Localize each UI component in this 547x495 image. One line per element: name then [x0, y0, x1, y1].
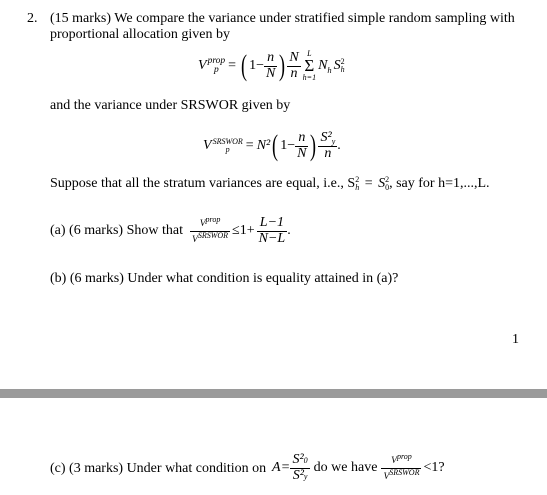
fraction-n-over-N: $\frac{n}{N}$	[297, 129, 307, 161]
superscript-srswor: SRSWOR	[212, 137, 243, 147]
assumption-line: Suppose that all the stratum variances are equal, i.e., S 2 h = S 2 0 , say for h=1,...,L.	[50, 175, 490, 192]
page-divider	[0, 389, 547, 398]
one-minus: 1−	[280, 138, 296, 153]
fraction-n-over-N: $\frac{n}{N}$	[265, 49, 276, 81]
equals-sign: =	[228, 58, 237, 73]
one-minus: 1−	[249, 58, 264, 73]
formula-prop-variance: V prop p = ( 1− $\frac{n}{N}$ ) $\frac{N}{n}$ L Σ h=1 N h S 2 h	[198, 49, 345, 83]
superscript-prop: prop	[207, 55, 226, 66]
formula-srswor-variance: V SRSWOR p = N² ( 1− $\frac{n}{N}$ ) $\frac{S^2_y}{n}$ .	[203, 129, 341, 162]
symbol-Sh: S	[333, 58, 341, 73]
part-c-tail: <1?	[423, 460, 445, 475]
fraction-N-over-n: $\frac{N}{n}$	[289, 49, 299, 81]
left-paren: (	[241, 49, 248, 82]
subscript-p: p	[213, 65, 219, 75]
equals-sign: =	[245, 138, 254, 153]
fraction-ratio: $\frac{V^{prop}}{V^{SRSWOR}}$	[192, 214, 229, 245]
symbol-N-squared: N²	[256, 138, 271, 153]
fraction-Sy2-over-n: $\frac{S^2_y}{n}$	[320, 129, 336, 161]
fraction-S0-over-Sy: $\frac{\text{S²0}}{\text{S²y}}$	[292, 451, 308, 483]
problem-intro-line2: proportional allocation given by	[50, 27, 231, 42]
problem-number: 2.	[27, 11, 38, 26]
srswor-intro: and the variance under SRSWOR given by	[50, 98, 291, 113]
symbol-v: V	[203, 138, 212, 153]
symbol-v: V	[198, 58, 207, 73]
subscript-p: p	[225, 145, 230, 154]
right-paren: )	[279, 49, 286, 82]
fraction-L-minus-1: $\frac{L-1}{N-L}$	[258, 214, 286, 246]
part-c-label: (c) (3 marks) Under what condition on	[50, 461, 267, 476]
part-a-label: (a) (6 marks) Show that	[50, 223, 183, 238]
summation: L Σ h=1	[302, 49, 317, 83]
fraction-ratio-c: $\frac{V^{prop}}{V^{SRSWOR}}$	[383, 451, 420, 482]
part-b-label: (b) (6 marks) Under what condition is equality attained in (a)?	[50, 271, 399, 286]
right-paren: )	[310, 129, 317, 162]
formula-part-c: A = $\frac{\text{S²0}}{\text{S²y}}$ do we have $\frac{V^{prop}}{V^{SRSWOR}}$ <1?	[272, 451, 445, 483]
symbol-A: A	[272, 460, 281, 475]
part-c-mid-text: do we have	[313, 460, 378, 475]
formula-part-a: $\frac{V^{prop}}{V^{SRSWOR}}$ ≤1+ $\frac{L-1}{N-L}$ .	[192, 214, 291, 246]
symbol-Nh: N	[318, 58, 328, 73]
leq-one-plus: ≤1+	[232, 223, 255, 238]
left-paren: (	[272, 129, 279, 162]
problem-intro: (15 marks) We compare the variance under stratified simple random sampling with	[50, 11, 515, 26]
page-number: 1	[512, 332, 519, 347]
